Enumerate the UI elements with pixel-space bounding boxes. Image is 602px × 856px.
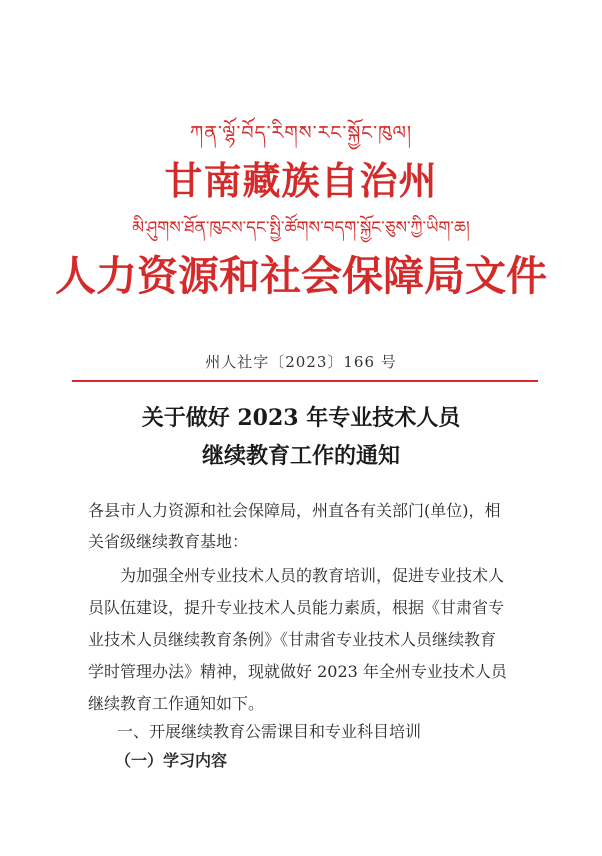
tibetan-agency-line-2: མི་ཤུགས་ཐོན་ཁུངས་དང་སྤྱི་ཚོགས་བདག་སྐྱོང་ཅུས་ཀྱི་ཡིག་ཆ། bbox=[132, 218, 470, 238]
body-paragraph-line: 业技术人员继续教育条例》《甘肃省专业技术人员继续教育 bbox=[88, 630, 497, 649]
agency-name-line-2: 人力资源和社会保障局文件 bbox=[55, 252, 547, 300]
body-paragraph-line: 为加强全州专业技术人员的教育培训，促进专业技术人 bbox=[120, 566, 505, 585]
red-divider-rule bbox=[72, 380, 538, 382]
body-paragraph-line: 员队伍建设，提升专业技术人员能力素质，根据《甘肃省专 bbox=[88, 598, 505, 617]
addressee-line-1: 各县市人力资源和社会保障局，州直各有关部门(单位)，相 bbox=[88, 501, 501, 520]
tibetan-agency-line-1: ཀན་ལྷོ་བོད་རིགས་རང་སྐྱོང་ཁུལ། bbox=[189, 122, 413, 144]
section-heading: 一、开展继续教育公需课目和专业科目培训 bbox=[117, 722, 422, 741]
addressee-line-2: 关省级继续教育基地： bbox=[88, 532, 249, 551]
body-paragraph-line: 学时管理办法》精神，现就做好 2023 年全州专业技术人员 bbox=[88, 662, 507, 681]
document-number: 州人社字〔2023〕166 号 bbox=[205, 353, 397, 371]
subsection-heading: （一）学习内容 bbox=[115, 751, 228, 770]
agency-name-line-1: 甘南藏族自治州 bbox=[164, 159, 438, 203]
body-paragraph-line: 继续教育工作通知如下。 bbox=[88, 694, 265, 713]
document-title-line-1: 关于做好 2023 年专业技术人员 bbox=[141, 405, 461, 431]
document-title-line-2: 继续教育工作的通知 bbox=[201, 443, 400, 469]
